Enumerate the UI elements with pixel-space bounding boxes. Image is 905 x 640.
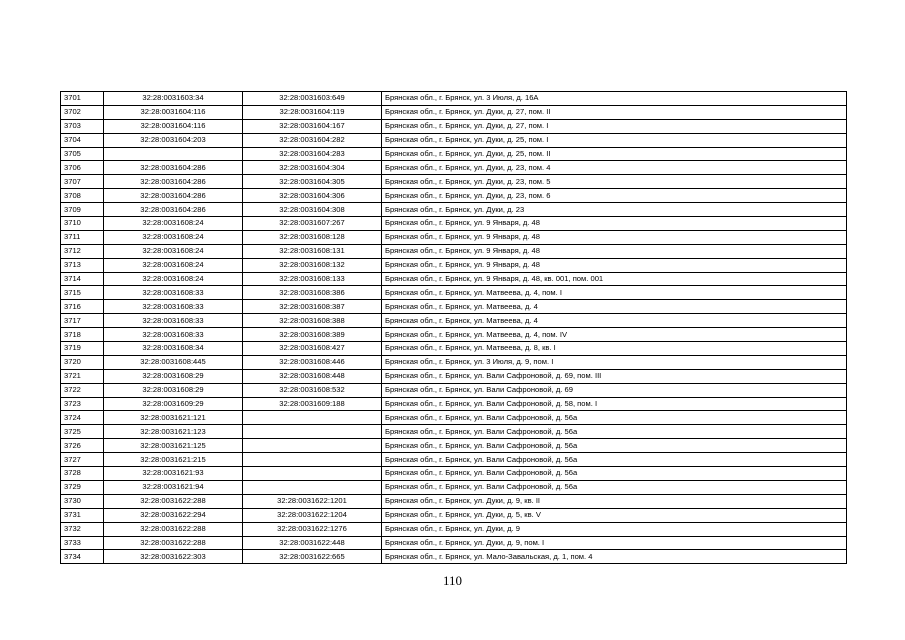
object-cadastral-number-cell: 32:28:0031604:167 <box>243 119 382 133</box>
address-cell: Брянская обл., г. Брянск, ул. Дуки, д. 23, пом. 6 <box>382 189 847 203</box>
parcel-cadastral-number-cell: 32:28:0031608:445 <box>104 355 243 369</box>
row-number-cell: 3708 <box>61 189 104 203</box>
row-number-cell: 3709 <box>61 203 104 217</box>
address-cell: Брянская обл., г. Брянск, ул. 3 Июля, д. 9, пом. I <box>382 355 847 369</box>
row-number-cell: 3712 <box>61 244 104 258</box>
address-cell: Брянская обл., г. Брянск, ул. Дуки, д. 9 <box>382 522 847 536</box>
address-cell: Брянская обл., г. Брянск, ул. Матвеева, д. 4 <box>382 300 847 314</box>
table-row <box>61 342 847 356</box>
row-number-cell: 3704 <box>61 133 104 147</box>
parcel-cadastral-number-cell: 32:28:0031621:93 <box>104 467 243 481</box>
address-cell: Брянская обл., г. Брянск, ул. Вали Сафроновой, д. 56а <box>382 439 847 453</box>
object-cadastral-number-cell: 32:28:0031622:1204 <box>243 508 382 522</box>
parcel-cadastral-number-cell: 32:28:0031604:203 <box>104 133 243 147</box>
row-number-cell: 3703 <box>61 119 104 133</box>
table-row <box>61 230 847 244</box>
address-cell: Брянская обл., г. Брянск, ул. Дуки, д. 25, пом. I <box>382 133 847 147</box>
address-cell: Брянская обл., г. Брянск, ул. Дуки, д. 23, пом. 5 <box>382 175 847 189</box>
object-cadastral-number-cell: 32:28:0031608:448 <box>243 369 382 383</box>
table-row <box>61 369 847 383</box>
address-cell: Брянская обл., г. Брянск, ул. Дуки, д. 5, кв. V <box>382 508 847 522</box>
parcel-cadastral-number-cell: 32:28:0031621:215 <box>104 453 243 467</box>
object-cadastral-number-cell <box>243 480 382 494</box>
address-cell: Брянская обл., г. Брянск, ул. Дуки, д. 9, пом. I <box>382 536 847 550</box>
object-cadastral-number-cell: 32:28:0031608:532 <box>243 383 382 397</box>
object-cadastral-number-cell: 32:28:0031608:386 <box>243 286 382 300</box>
parcel-cadastral-number-cell: 32:28:0031621:125 <box>104 439 243 453</box>
parcel-cadastral-number-cell: 32:28:0031622:288 <box>104 536 243 550</box>
row-number-cell: 3732 <box>61 522 104 536</box>
address-cell: Брянская обл., г. Брянск, ул. Дуки, д. 25, пом. II <box>382 147 847 161</box>
parcel-cadastral-number-cell: 32:28:0031609:29 <box>104 397 243 411</box>
address-cell: Брянская обл., г. Брянск, ул. Дуки, д. 23, пом. 4 <box>382 161 847 175</box>
table-row <box>61 105 847 119</box>
table-row <box>61 175 847 189</box>
table-row <box>61 189 847 203</box>
parcel-cadastral-number-cell: 32:28:0031608:33 <box>104 314 243 328</box>
row-number-cell: 3726 <box>61 439 104 453</box>
table-row <box>61 508 847 522</box>
object-cadastral-number-cell: 32:28:0031604:305 <box>243 175 382 189</box>
table-row <box>61 300 847 314</box>
table-row <box>61 258 847 272</box>
object-cadastral-number-cell: 32:28:0031604:304 <box>243 161 382 175</box>
parcel-cadastral-number-cell: 32:28:0031621:121 <box>104 411 243 425</box>
parcel-cadastral-number-cell: 32:28:0031608:24 <box>104 244 243 258</box>
object-cadastral-number-cell: 32:28:0031608:128 <box>243 230 382 244</box>
row-number-cell: 3711 <box>61 230 104 244</box>
table-row <box>61 453 847 467</box>
object-cadastral-number-cell: 32:28:0031608:446 <box>243 355 382 369</box>
parcel-cadastral-number-cell: 32:28:0031608:33 <box>104 328 243 342</box>
parcel-cadastral-number-cell: 32:28:0031608:33 <box>104 300 243 314</box>
parcel-cadastral-number-cell: 32:28:0031604:286 <box>104 161 243 175</box>
row-number-cell: 3714 <box>61 272 104 286</box>
object-cadastral-number-cell: 32:28:0031604:306 <box>243 189 382 203</box>
address-cell: Брянская обл., г. Брянск, ул. Вали Сафроновой, д. 56а <box>382 425 847 439</box>
table-row <box>61 314 847 328</box>
parcel-cadastral-number-cell: 32:28:0031603:34 <box>104 92 243 106</box>
table-row <box>61 272 847 286</box>
object-cadastral-number-cell: 32:28:0031604:308 <box>243 203 382 217</box>
address-cell: Брянская обл., г. Брянск, ул. Вали Сафроновой, д. 58, пом. I <box>382 397 847 411</box>
row-number-cell: 3710 <box>61 217 104 231</box>
parcel-cadastral-number-cell: 32:28:0031608:33 <box>104 286 243 300</box>
object-cadastral-number-cell: 32:28:0031603:649 <box>243 92 382 106</box>
address-cell: Брянская обл., г. Брянск, ул. Мало-Завальская, д. 1, пом. 4 <box>382 550 847 564</box>
table-row <box>61 425 847 439</box>
table-row <box>61 286 847 300</box>
address-cell: Брянская обл., г. Брянск, ул. Вали Сафроновой, д. 69 <box>382 383 847 397</box>
table-row <box>61 397 847 411</box>
address-cell: Брянская обл., г. Брянск, ул. Матвеева, д. 4, пом. IV <box>382 328 847 342</box>
table-row <box>61 536 847 550</box>
object-cadastral-number-cell: 32:28:0031608:132 <box>243 258 382 272</box>
row-number-cell: 3722 <box>61 383 104 397</box>
row-number-cell: 3701 <box>61 92 104 106</box>
table-row <box>61 161 847 175</box>
row-number-cell: 3728 <box>61 467 104 481</box>
parcel-cadastral-number-cell: 32:28:0031604:286 <box>104 203 243 217</box>
object-cadastral-number-cell: 32:28:0031622:1201 <box>243 494 382 508</box>
parcel-cadastral-number-cell: 32:28:0031621:123 <box>104 425 243 439</box>
parcel-cadastral-number-cell: 32:28:0031608:24 <box>104 230 243 244</box>
row-number-cell: 3716 <box>61 300 104 314</box>
row-number-cell: 3731 <box>61 508 104 522</box>
table-row <box>61 203 847 217</box>
row-number-cell: 3719 <box>61 342 104 356</box>
object-cadastral-number-cell: 32:28:0031608:389 <box>243 328 382 342</box>
address-cell: Брянская обл., г. Брянск, ул. Вали Сафроновой, д. 69, пом. III <box>382 369 847 383</box>
parcel-cadastral-number-cell: 32:28:0031608:24 <box>104 217 243 231</box>
table-row <box>61 522 847 536</box>
object-cadastral-number-cell <box>243 425 382 439</box>
address-cell: Брянская обл., г. Брянск, ул. 3 Июля, д. 16А <box>382 92 847 106</box>
address-cell: Брянская обл., г. Брянск, ул. Матвеева, д. 4, пом. I <box>382 286 847 300</box>
object-cadastral-number-cell: 32:28:0031604:282 <box>243 133 382 147</box>
parcel-cadastral-number-cell: 32:28:0031604:116 <box>104 119 243 133</box>
row-number-cell: 3702 <box>61 105 104 119</box>
table-row <box>61 328 847 342</box>
row-number-cell: 3720 <box>61 355 104 369</box>
object-cadastral-number-cell: 32:28:0031607:267 <box>243 217 382 231</box>
table-row <box>61 147 847 161</box>
table-body <box>61 92 847 564</box>
row-number-cell: 3705 <box>61 147 104 161</box>
row-number-cell: 3713 <box>61 258 104 272</box>
page-number: 110 <box>442 573 463 588</box>
address-cell: Брянская обл., г. Брянск, ул. Вали Сафроновой, д. 56а <box>382 480 847 494</box>
table-row <box>61 383 847 397</box>
object-cadastral-number-cell: 32:28:0031604:119 <box>243 105 382 119</box>
parcel-cadastral-number-cell <box>104 147 243 161</box>
parcel-cadastral-number-cell: 32:28:0031608:24 <box>104 272 243 286</box>
row-number-cell: 3733 <box>61 536 104 550</box>
table-row <box>61 355 847 369</box>
row-number-cell: 3721 <box>61 369 104 383</box>
object-cadastral-number-cell <box>243 453 382 467</box>
address-cell: Брянская обл., г. Брянск, ул. Вали Сафроновой, д. 56а <box>382 467 847 481</box>
table-row <box>61 550 847 564</box>
table-row <box>61 439 847 453</box>
parcel-cadastral-number-cell: 32:28:0031604:116 <box>104 105 243 119</box>
object-cadastral-number-cell: 32:28:0031622:665 <box>243 550 382 564</box>
object-cadastral-number-cell: 32:28:0031608:133 <box>243 272 382 286</box>
address-cell: Брянская обл., г. Брянск, ул. Матвеева, д. 4 <box>382 314 847 328</box>
address-cell: Брянская обл., г. Брянск, ул. Вали Сафроновой, д. 56а <box>382 453 847 467</box>
row-number-cell: 3727 <box>61 453 104 467</box>
address-cell: Брянская обл., г. Брянск, ул. 9 Января, д. 48 <box>382 244 847 258</box>
object-cadastral-number-cell <box>243 411 382 425</box>
table-row <box>61 92 847 106</box>
parcel-cadastral-number-cell: 32:28:0031604:286 <box>104 175 243 189</box>
table-row <box>61 217 847 231</box>
table-row <box>61 411 847 425</box>
table-row <box>61 244 847 258</box>
parcel-cadastral-number-cell: 32:28:0031622:288 <box>104 522 243 536</box>
parcel-cadastral-number-cell: 32:28:0031608:29 <box>104 383 243 397</box>
address-cell: Брянская обл., г. Брянск, ул. Вали Сафроновой, д. 56а <box>382 411 847 425</box>
row-number-cell: 3730 <box>61 494 104 508</box>
parcel-cadastral-number-cell: 32:28:0031608:24 <box>104 258 243 272</box>
object-cadastral-number-cell: 32:28:0031622:1276 <box>243 522 382 536</box>
row-number-cell: 3724 <box>61 411 104 425</box>
address-cell: Брянская обл., г. Брянск, ул. 9 Января, д. 48 <box>382 217 847 231</box>
row-number-cell: 3723 <box>61 397 104 411</box>
table-row <box>61 119 847 133</box>
address-cell: Брянская обл., г. Брянск, ул. 9 Января, д. 48, кв. 001, пом. 001 <box>382 272 847 286</box>
address-cell: Брянская обл., г. Брянск, ул. Дуки, д. 23 <box>382 203 847 217</box>
row-number-cell: 3717 <box>61 314 104 328</box>
address-cell: Брянская обл., г. Брянск, ул. Дуки, д. 9, кв. II <box>382 494 847 508</box>
table-row <box>61 467 847 481</box>
object-cadastral-number-cell <box>243 439 382 453</box>
object-cadastral-number-cell: 32:28:0031609:188 <box>243 397 382 411</box>
row-number-cell: 3725 <box>61 425 104 439</box>
address-cell: Брянская обл., г. Брянск, ул. 9 Января, д. 48 <box>382 230 847 244</box>
parcel-cadastral-number-cell: 32:28:0031622:294 <box>104 508 243 522</box>
row-number-cell: 3715 <box>61 286 104 300</box>
object-cadastral-number-cell: 32:28:0031608:387 <box>243 300 382 314</box>
row-number-cell: 3706 <box>61 161 104 175</box>
object-cadastral-number-cell: 32:28:0031622:448 <box>243 536 382 550</box>
row-number-cell: 3729 <box>61 480 104 494</box>
table-row <box>61 133 847 147</box>
object-cadastral-number-cell <box>243 467 382 481</box>
parcel-cadastral-number-cell: 32:28:0031608:29 <box>104 369 243 383</box>
parcel-cadastral-number-cell: 32:28:0031608:34 <box>104 342 243 356</box>
address-cell: Брянская обл., г. Брянск, ул. 9 Января, д. 48 <box>382 258 847 272</box>
row-number-cell: 3718 <box>61 328 104 342</box>
address-cell: Брянская обл., г. Брянск, ул. Дуки, д. 27, пом. II <box>382 105 847 119</box>
row-number-cell: 3707 <box>61 175 104 189</box>
object-cadastral-number-cell: 32:28:0031608:131 <box>243 244 382 258</box>
cadastral-table <box>60 91 847 564</box>
address-cell: Брянская обл., г. Брянск, ул. Дуки, д. 27, пом. I <box>382 119 847 133</box>
parcel-cadastral-number-cell: 32:28:0031622:288 <box>104 494 243 508</box>
parcel-cadastral-number-cell: 32:28:0031622:303 <box>104 550 243 564</box>
row-number-cell: 3734 <box>61 550 104 564</box>
table-row <box>61 494 847 508</box>
table-row <box>61 480 847 494</box>
address-cell: Брянская обл., г. Брянск, ул. Матвеева, д. 8, кв. I <box>382 342 847 356</box>
parcel-cadastral-number-cell: 32:28:0031604:286 <box>104 189 243 203</box>
parcel-cadastral-number-cell: 32:28:0031621:94 <box>104 480 243 494</box>
object-cadastral-number-cell: 32:28:0031608:427 <box>243 342 382 356</box>
object-cadastral-number-cell: 32:28:0031608:388 <box>243 314 382 328</box>
object-cadastral-number-cell: 32:28:0031604:283 <box>243 147 382 161</box>
